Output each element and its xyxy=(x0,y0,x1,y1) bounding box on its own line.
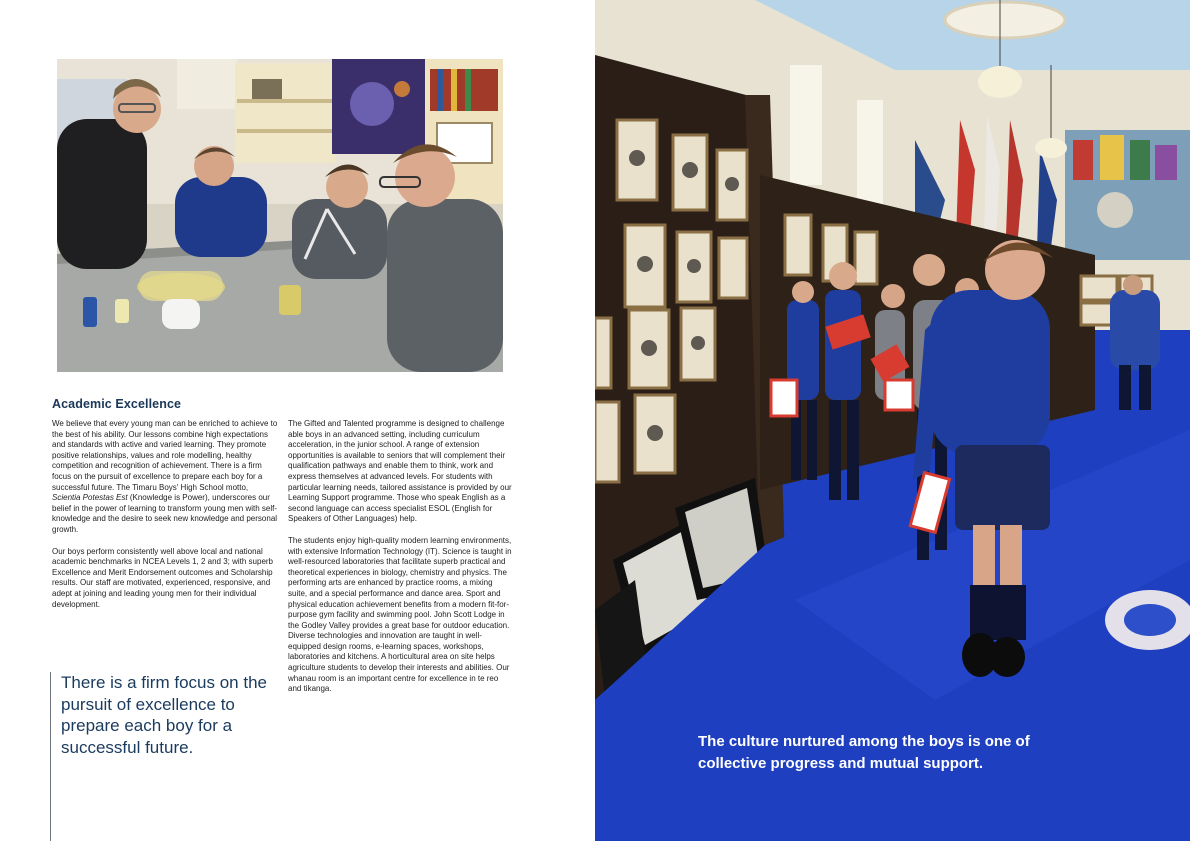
photo-caption: The culture nurtured among the boys is one of collective progress and mutual support. xyxy=(698,733,1030,772)
paragraph-results: Our boys perform consistently well above local and national academic benchmarks in NCEA Levels 1, 2 and 3; with superb Excellence and Merit Endorsement outcomes and Scholarship results. Our staff are motivated, experienced, responsive, and adept at joining and leading young men for their individual development. xyxy=(52,546,274,609)
text-column-right xyxy=(288,419,512,706)
paragraph-gifted-programme: The Gifted and Talented programme is designed to challenge able boys in an advanced setting, including curriculum acceleration, in the junior school. A range of extension opportunities is available to seniors that will complement their qualification pathways and enable them to think, work and express themselves at advanced levels. For students with particular learning needs, tailored assistance is provided by our Learning Support programme. Those who speak English as a second language can access specialist ESOL (English for Speakers of Other Languages) help. xyxy=(288,419,512,524)
school-motto: Scientia Potestas Est xyxy=(52,493,128,503)
section-heading: Academic Excellence xyxy=(52,397,182,411)
science-lab-photo xyxy=(57,59,503,372)
paragraph-facilities: The students enjoy high-quality modern learning environments, with extensive Information Technology (IT). Science is taught in well-resourced laboratories that facilitate superb practical and theoretical experiences in biology, chemistry and physics. The performing arts are enhanced by practice rooms, a mixing suite, and a special performance and dance area. Sport and physical education achievement benefits from a modern fit-for-purpose gym facility and swimming pool. John Scott Lodge in the Godley Valley provides a great base for outdoor education. Diverse technologies and innovation are taught in well-equipped design rooms, e-learning spaces, workshops, laboratories and kitchens. A horticultural area on site helps agriculture students to develop their interests and abilities. Our whanau room is an important centre for excellence in te reo and tikanga. xyxy=(288,535,512,694)
pull-quote-rule xyxy=(50,672,51,841)
paragraph-intro: We believe that every young man can be enriched to achieve to the best of his ability. Our lessons combine high expectations and standards with active and varied learning. They promote positive relationships, values and role modelling, healthy competition and recognition of achievement. There is a firm focus on the pursuit of excellence to prepare each boy for a successful future. The Timaru Boys' High School motto, Scientia Potestas Est (Knowledge is Power), underscores our belief in the power of learning to transform young men with self-knowledge and the desire to seek new knowledge and personal growth. xyxy=(52,419,278,534)
text-column-left xyxy=(52,419,278,621)
pull-quote: There is a firm focus on the pursuit of excellence to prepare each boy for a successful future. xyxy=(61,673,267,757)
right-page xyxy=(595,0,1190,841)
